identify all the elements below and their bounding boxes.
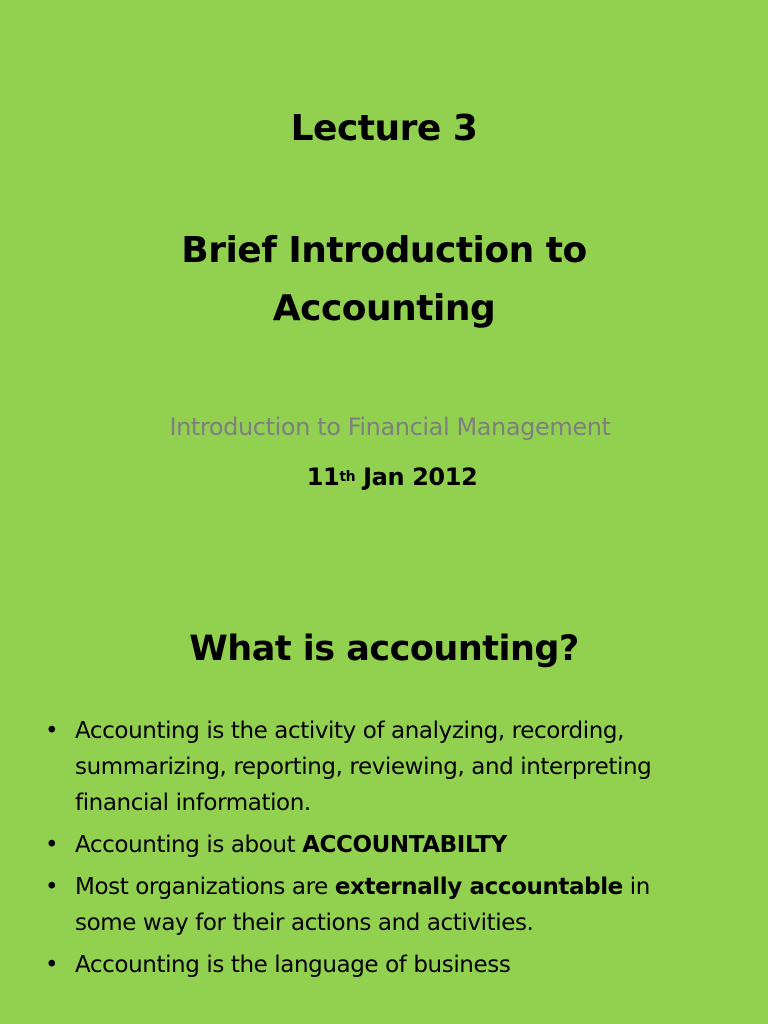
- lecture-date: [2, 460, 768, 494]
- bullet-text: summarizing, reporting, reviewing, and interpreting: [75, 754, 652, 780]
- bullet-text: Accounting is the language of business: [75, 952, 511, 978]
- bullet-item: [45, 827, 735, 863]
- lecture-topic-line-1: Brief Introduction to: [181, 230, 587, 271]
- bullet-text: financial information.: [75, 790, 311, 816]
- lecture-title: Lecture 3: [290, 108, 478, 149]
- course-name: Introduction to Financial Management: [169, 413, 611, 441]
- date-rest: Jan 2012: [355, 463, 478, 491]
- date-suffix: th: [339, 469, 356, 485]
- bullet-item: [45, 869, 735, 941]
- bullet-item: [45, 713, 735, 821]
- bullet-icon: •: [45, 874, 59, 900]
- bullet-text: Accounting is the activity of analyzing, recording,: [75, 718, 625, 744]
- bullet-text-line: [75, 869, 735, 905]
- lecture-topic: [0, 222, 768, 338]
- bullet-icon: •: [45, 952, 59, 978]
- date-day: 11: [306, 463, 340, 491]
- bullet-icon: •: [45, 832, 59, 858]
- slide-content: [0, 512, 768, 1024]
- bullet-text: Most organizations are: [75, 874, 335, 900]
- bullet-icon: •: [45, 718, 59, 744]
- bullet-emphasis: ACCOUNTABILTY: [302, 832, 507, 858]
- bullet-item: [45, 947, 735, 983]
- bullet-list: [45, 713, 735, 989]
- bullet-text: in: [622, 874, 650, 900]
- bullet-emphasis: externally accountable: [334, 874, 623, 900]
- bullet-text: some way for their actions and activities.: [75, 910, 534, 936]
- bullet-text: Accounting is about: [75, 832, 303, 858]
- slide-heading: What is accounting?: [189, 629, 579, 669]
- lecture-topic-line-2: Accounting: [272, 288, 496, 329]
